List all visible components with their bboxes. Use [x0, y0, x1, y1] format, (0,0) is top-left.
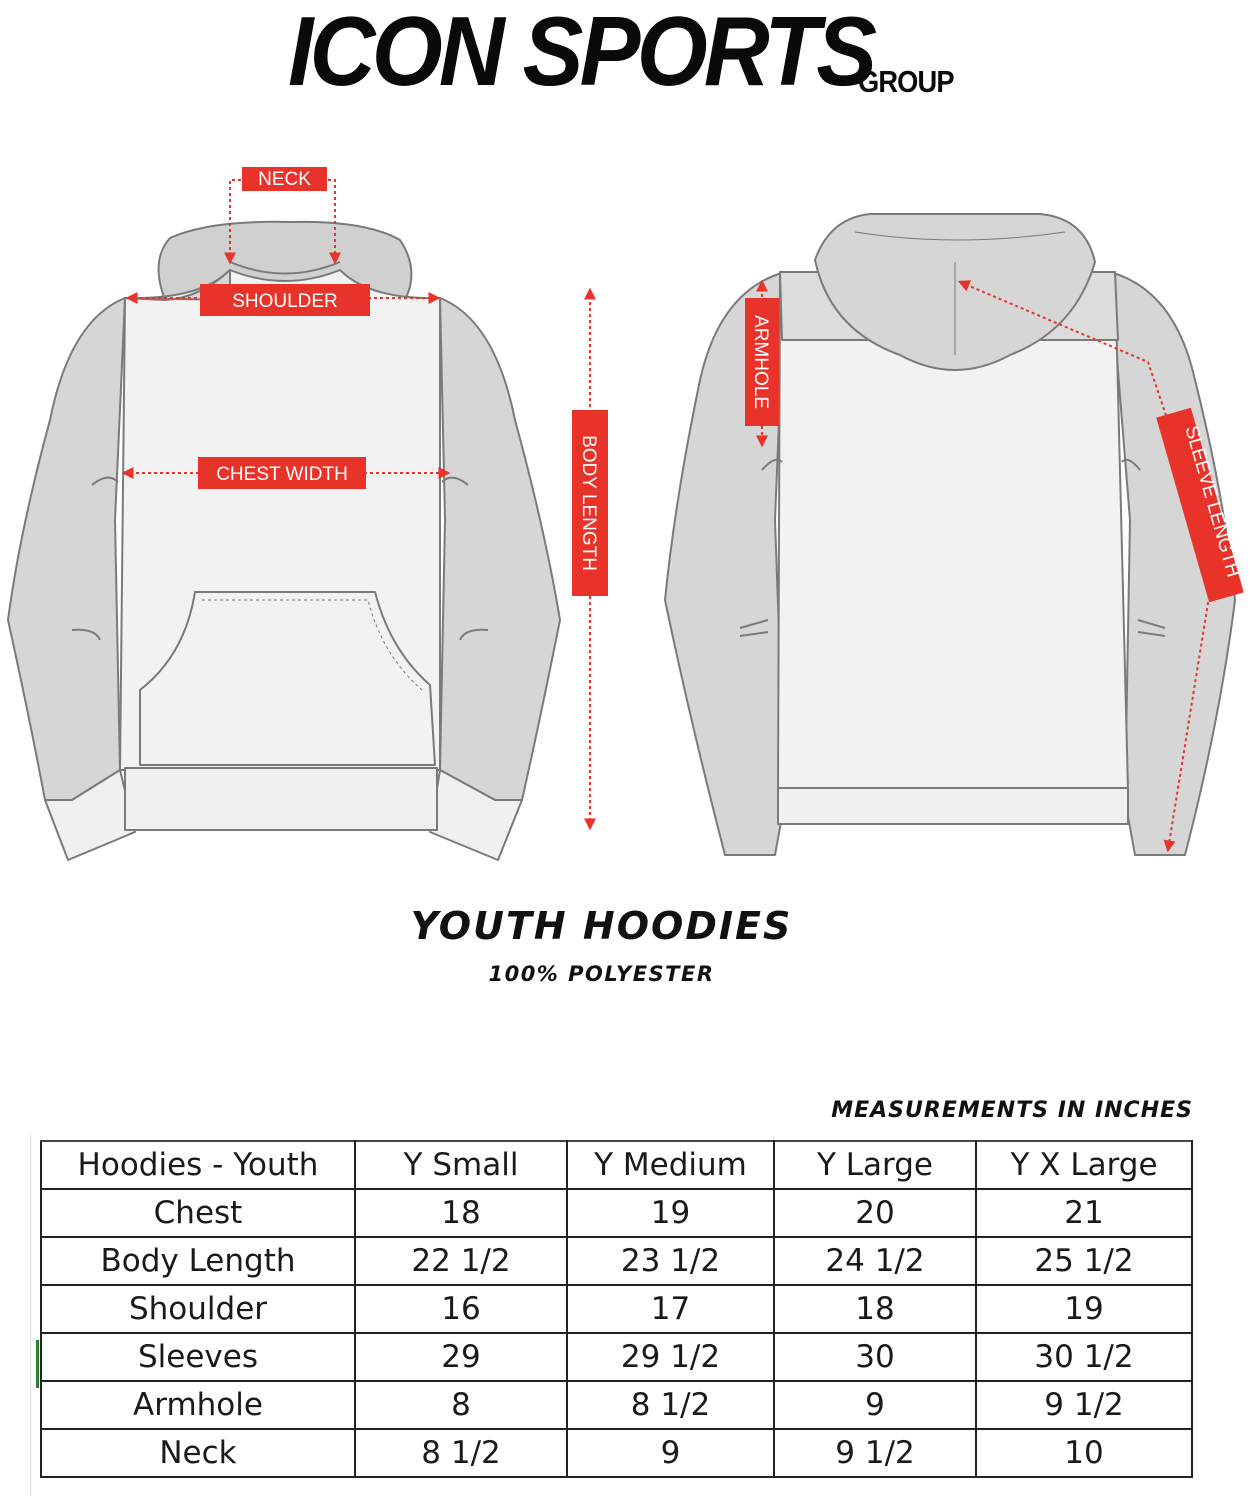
table-row: [41, 1429, 1192, 1477]
back-waistband: [778, 788, 1128, 824]
table-cell: 16: [355, 1285, 567, 1333]
table-cell: 19: [976, 1285, 1192, 1333]
table-cell: 20: [774, 1189, 976, 1237]
hoodie-diagram: [0, 150, 1251, 880]
body-length-tag: [572, 410, 608, 596]
table-cell: 8 1/2: [355, 1429, 567, 1477]
chest-width-label: CHEST WIDTH: [216, 464, 348, 485]
table-cell: 29: [355, 1333, 567, 1381]
table-cell: 10: [976, 1429, 1192, 1477]
sleeve-length-label: SLEEVE LENGTH: [1180, 423, 1244, 580]
header-cell: Y Large: [774, 1141, 976, 1189]
table-cell: 23 1/2: [567, 1237, 774, 1285]
table-cell: Neck: [41, 1429, 355, 1477]
table-cell: 25 1/2: [976, 1237, 1192, 1285]
armhole-label: ARMHOLE: [750, 315, 771, 409]
shoulder-label: SHOULDER: [232, 291, 338, 312]
header-cell: Y Medium: [567, 1141, 774, 1189]
product-material: 100% POLYESTER: [488, 962, 715, 986]
table-cell: Armhole: [41, 1381, 355, 1429]
table-cell: 8 1/2: [567, 1381, 774, 1429]
table-cell: 18: [774, 1285, 976, 1333]
armhole-tag: [745, 298, 779, 426]
table-cell: Body Length: [41, 1237, 355, 1285]
neck-tag: [242, 167, 327, 191]
table-row: [41, 1285, 1192, 1333]
table-row: [41, 1333, 1192, 1381]
table-cell: 19: [567, 1189, 774, 1237]
table-cell: 17: [567, 1285, 774, 1333]
units-note: MEASUREMENTS IN INCHES: [831, 1098, 1193, 1123]
front-right-sleeve: [440, 298, 560, 800]
header-cell: Y X Large: [976, 1141, 1192, 1189]
table-cell: 9 1/2: [976, 1381, 1192, 1429]
table-cell: 30: [774, 1333, 976, 1381]
brand-name: ICON SPORTS: [288, 0, 874, 106]
table-cell: Sleeves: [41, 1333, 355, 1381]
body-length-label: BODY LENGTH: [578, 435, 599, 571]
table-cell: 9: [567, 1429, 774, 1477]
table-cell: 9: [774, 1381, 976, 1429]
table-cell: 21: [976, 1189, 1192, 1237]
table-cell: Chest: [41, 1189, 355, 1237]
neck-label: NECK: [258, 169, 311, 190]
table-row: [41, 1381, 1192, 1429]
table-cell: 24 1/2: [774, 1237, 976, 1285]
front-waistband: [125, 768, 437, 830]
table-cell: 18: [355, 1189, 567, 1237]
front-hoodie: [8, 222, 560, 860]
front-left-sleeve: [8, 298, 125, 800]
header-cell: Y Small: [355, 1141, 567, 1189]
table-row: [41, 1237, 1192, 1285]
table-cell: 9 1/2: [774, 1429, 976, 1477]
table-cell: 30 1/2: [976, 1333, 1192, 1381]
table-cell: 29 1/2: [567, 1333, 774, 1381]
table-cell: Shoulder: [41, 1285, 355, 1333]
table-cell: 22 1/2: [355, 1237, 567, 1285]
table-row: [41, 1189, 1192, 1237]
size-chart-table: [40, 1140, 1193, 1478]
brand-logo: [0, 0, 1251, 110]
product-title: YOUTH HOODIES: [410, 904, 793, 948]
table-cell: 8: [355, 1381, 567, 1429]
shoulder-tag: [200, 284, 370, 316]
selection-marker: [36, 1340, 39, 1388]
table-header-row: [41, 1141, 1192, 1189]
header-cell: Hoodies - Youth: [41, 1141, 355, 1189]
brand-suffix: GROUP: [858, 64, 954, 99]
chest-width-tag: [198, 457, 366, 489]
grid-edge: [30, 1135, 31, 1495]
